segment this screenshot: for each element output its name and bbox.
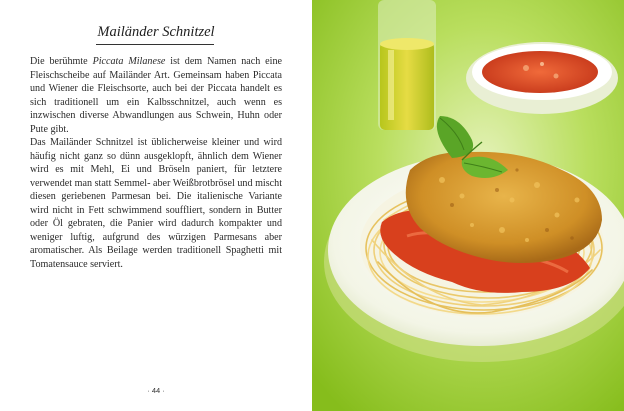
oil-glass [378, 0, 436, 130]
recipe-description [30, 55, 282, 271]
food-photo [312, 0, 624, 411]
title-underline [96, 44, 214, 45]
dish-italian-name: Piccata Milanese [92, 56, 166, 67]
sauce-bowl [466, 42, 618, 114]
recipe-title: Mailänder Schnitzel [97, 24, 215, 40]
paragraph-1-rest: ist dem Namen nach eine Fleischscheibe auf Mailänder Art. Gemeinsam haben Piccata und Wiener die Fleischsorte, auch bei der Piccata handelt es sich traditionell um ein Kalbsschnitzel, auch wenn es inzwischen diverse Abwandlungen aus Schwein, Huhn oder Pute gibt. [30, 56, 282, 135]
paragraph-1-start: Die berühmte [30, 56, 93, 67]
paragraph-2: Das Mailänder Schnitzel ist üblicherweise kleiner und wird häufig nicht ganz so dünn ausgeklopft, ähnlich dem Wiener wird es mit Mehl, Ei und Bröseln paniert, für letztere verwendet man statt Semmel- aber Weißbrotbrösel und mischt diesen geriebenen Parmesan bei. Die italienische Variante wird nicht in Fett schwimmend souffliert, sondern in Butter oder Öl gebraten, die Panier wird dadurch kompakter und weniger luftig, aufgrund des würzigen Parmesans aber aromatischer. Als Beilage werden traditionell Spaghetti mit Tomatensauce serviert. [30, 137, 282, 270]
page-number: · 44 · [147, 386, 165, 395]
paragraph-1 [30, 55, 282, 136]
food-photo-illustration [312, 0, 624, 411]
